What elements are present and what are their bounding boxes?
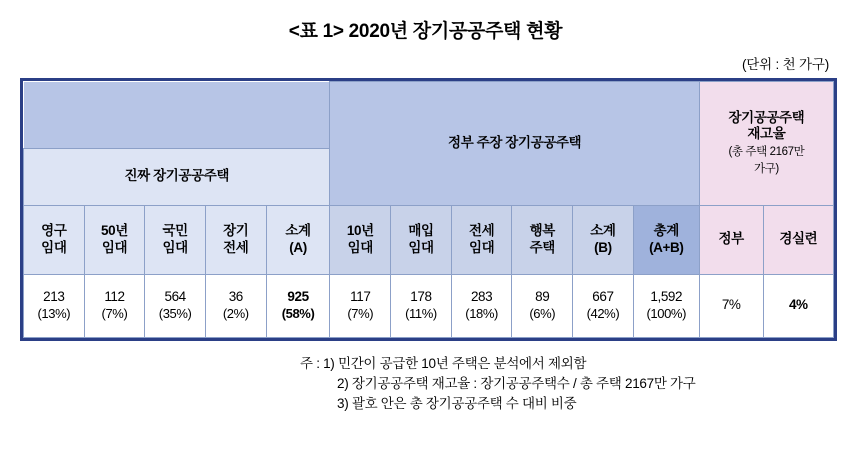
column-header-gungmin-imdae (145, 205, 206, 274)
column-header-haengbok-jutaek (512, 205, 573, 274)
data-percent: (13%) (37, 305, 71, 321)
data-cell-jeonse-imdae (451, 274, 512, 337)
col-label-line2: 임대 (347, 239, 373, 255)
column-header-government-rate: 정부 (699, 205, 763, 274)
table-row-data (24, 274, 834, 337)
data-value: 925 (287, 288, 309, 304)
table-row-group-top (24, 82, 834, 149)
data-percent: (100%) (646, 305, 687, 321)
group-header-government: 정부 주장 장기공공주택 (330, 82, 699, 206)
column-header-yeonggu-imdae (24, 205, 85, 274)
note-1: 주 : 1) 민간이 공급한 10년 주택은 분석에서 제외함 (300, 355, 587, 371)
column-header-subtotal-a (266, 205, 330, 274)
col-label-line2: 임대 (101, 239, 128, 255)
group-header-stock-rate (699, 82, 833, 206)
column-header-total-ab (633, 205, 699, 274)
empty-corner (24, 82, 330, 149)
col-label-line2: (A+B) (649, 239, 684, 255)
col-label-line2: 주택 (529, 239, 555, 255)
data-cell-janggi-jeonse (205, 274, 266, 337)
stock-rate-line1: 장기공공주택 (728, 109, 805, 125)
data-cell-10year-imdae (330, 274, 391, 337)
table-notes (0, 354, 851, 415)
col-label-line2: 임대 (162, 239, 188, 255)
col-label-line2: (B) (594, 239, 612, 255)
col-label-line1: 총계 (653, 222, 679, 238)
data-cell-50year-imdae (84, 274, 145, 337)
data-value: 213 (43, 288, 65, 304)
data-value: 283 (470, 288, 493, 304)
data-percent: (18%) (465, 305, 498, 321)
data-value: 178 (410, 288, 432, 304)
column-header-janggi-jeonse (205, 205, 266, 274)
col-label-line1: 소계 (285, 222, 311, 238)
column-header-subtotal-b (573, 205, 634, 274)
data-cell-maeip-imdae (391, 274, 452, 337)
col-label-line1: 영구 (41, 222, 67, 238)
stock-rate-line4: 가구) (753, 163, 779, 176)
table-container (20, 78, 837, 341)
stock-rate-line2: 재고율 (747, 126, 786, 142)
data-value: 117 (350, 288, 371, 304)
data-percent: (6%) (529, 305, 556, 321)
data-percent: (35%) (158, 305, 192, 321)
col-label-line1: 50년 (101, 222, 128, 238)
col-label-line2: 임대 (41, 239, 67, 255)
col-label-line1: 장기 (223, 222, 249, 238)
col-label-line2: (A) (289, 239, 307, 255)
data-cell-yeonggu-imdae (24, 274, 85, 337)
column-header-ccej-rate: 경실련 (763, 205, 833, 274)
data-cell-haengbok-jutaek (512, 274, 573, 337)
data-percent: (11%) (405, 305, 437, 321)
note-3: 3) 괄호 안은 총 장기공공주택 수 대비 비중 (337, 396, 577, 411)
data-cell-subtotal-a (266, 274, 330, 337)
column-header-jeonse-imdae (451, 205, 512, 274)
column-header-maeip-imdae (391, 205, 452, 274)
col-label-line1: 매입 (408, 222, 434, 238)
page-title: <표 1> 2020년 장기공공주택 현황 (288, 21, 563, 42)
stock-rate-line3: (총 주택 2167만 (728, 146, 805, 159)
col-label-line2: 임대 (408, 239, 434, 255)
data-percent: (2%) (222, 305, 249, 321)
data-cell-total-ab (633, 274, 699, 337)
col-label-line1: 10년 (346, 222, 374, 238)
column-header-10year-imdae (330, 205, 391, 274)
col-label-line2: 전세 (223, 239, 249, 255)
data-cell-ccej-rate: 4% (763, 274, 833, 337)
data-cell-government-rate: 7% (699, 274, 763, 337)
col-label-line1: 행복 (529, 222, 555, 238)
note-2: 2) 장기공공주택 재고율 : 장기공공주택수 / 총 주택 2167만 가구 (337, 375, 696, 391)
unit-note: (단위 : 천 가구) (742, 57, 829, 72)
data-value: 112 (104, 288, 125, 304)
data-value: 564 (164, 288, 186, 304)
col-label-line1: 소계 (590, 222, 616, 238)
data-cell-subtotal-b (573, 274, 634, 337)
data-percent: (7%) (101, 305, 128, 321)
data-value: 1,592 (650, 288, 683, 304)
group-header-real: 진짜 장기공공주택 (24, 148, 330, 205)
col-label-line2: 임대 (468, 239, 495, 255)
data-value: 89 (535, 288, 550, 304)
table-row-column-headers (24, 205, 834, 274)
data-value: 36 (228, 288, 243, 304)
data-cell-gungmin-imdae (145, 274, 206, 337)
data-percent: (42%) (586, 305, 620, 321)
column-header-50year-imdae (84, 205, 145, 274)
data-value: 667 (592, 288, 614, 304)
col-label-line1: 국민 (162, 222, 188, 238)
col-label-line1: 전세 (468, 222, 495, 238)
data-percent: (7%) (347, 305, 374, 321)
long-term-public-housing-table (23, 81, 834, 338)
data-percent: (58%) (281, 305, 315, 321)
